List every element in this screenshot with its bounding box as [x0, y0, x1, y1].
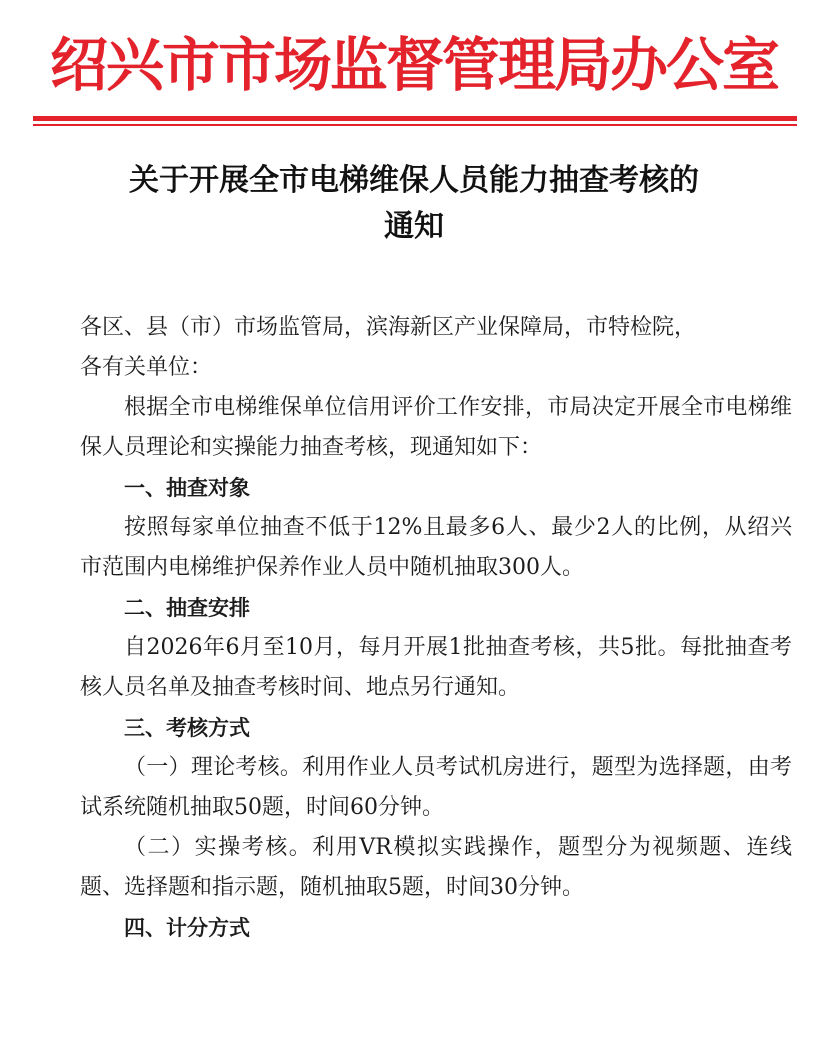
letterhead-rule-thick: [33, 116, 797, 121]
section-3-paragraph-2: （二）实操考核。利用VR模拟实践操作，题型分为视频题、连线题、选择题和指示题，随机抽取5题，时间30分钟。: [80, 835, 792, 900]
section-1-paragraph-1: 按照每家单位抽查不低于12%且最多6人、最少2人的比例，从绍兴市范围内电梯维护保养作业人员中随机抽取300人。: [80, 515, 792, 580]
section-2-paragraph-1: 自2026年6月至10月，每月开展1批抽查考核，共5批。每批抽查考核人员名单及抽查考核时间、地点另行通知。: [80, 635, 792, 700]
salutation-line-1: 各区、县（市）市场监管局，滨海新区产业保障局，市特检院，: [80, 315, 697, 340]
document-title: [40, 158, 788, 250]
section-heading-4: 四、计分方式: [124, 916, 250, 940]
salutation-line-2: 各有关单位：: [80, 355, 213, 380]
letterhead-rule-thin: [33, 124, 797, 126]
section-3-paragraph-1: （一）理论考核。利用作业人员考试机房进行，题型为选择题，由考试系统随机抽取50题，时间60分钟。: [80, 755, 792, 820]
section-heading-2: 二、抽查安排: [124, 596, 250, 620]
section-heading-1: 一、抽查对象: [124, 476, 250, 500]
letterhead-title: 绍兴市市场监督管理局办公室: [49, 31, 778, 99]
intro-paragraph: 根据全市电梯维保单位信用评价工作安排，市局决定开展全市电梯维保人员理论和实操能力抽查考核，现通知如下：: [80, 395, 792, 460]
document-title-line-1: 关于开展全市电梯维保人员能力抽查考核的: [129, 163, 699, 198]
document-title-line-2: 通知: [384, 209, 444, 244]
section-heading-3: 三、考核方式: [124, 716, 250, 740]
document-body: [80, 308, 792, 948]
